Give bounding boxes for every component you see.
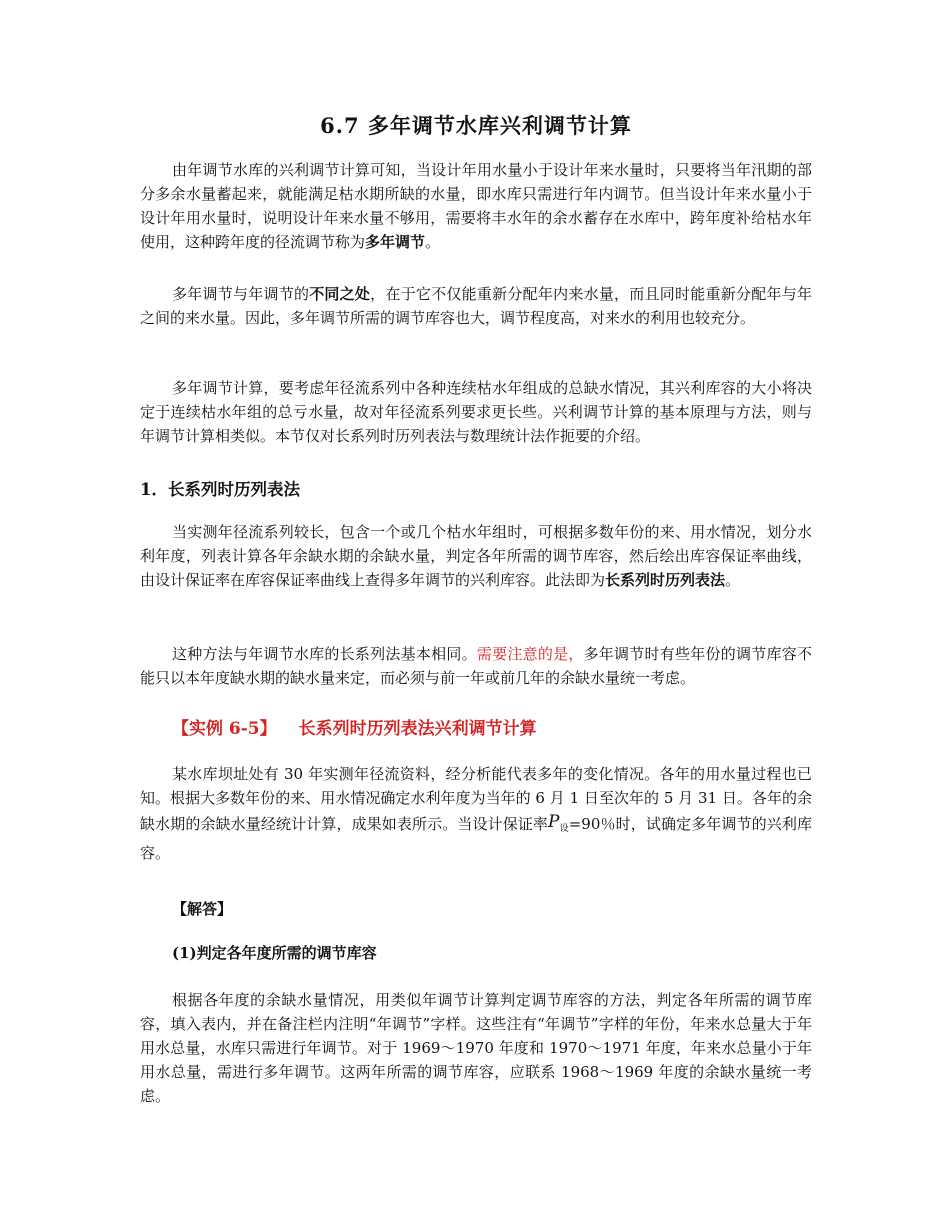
term-long-series-method: 长系列时历列表法 — [605, 571, 726, 589]
solution-step-1: (1)判定各年度所需的调节库容 — [172, 944, 377, 962]
method-paragraph-1: 当实测年径流系列较长，包含一个或几个枯水年组时，可根据多数年份的来、用水情况，划分水利年度，列表计算各年余缺水期的余缺水量，判定各年所需的调节库容，然后绘出库容保证率曲线，由设计保证率在库容保证率曲线上查得多年调节的兴利库容。此法即为长系列时历列表法。 — [140, 523, 812, 589]
term-difference: 不同之处 — [309, 285, 371, 303]
solution-label: 【解答】 — [172, 900, 233, 918]
example-paragraph: 某水库坝址处有 30 年实测年径流资料，经分析能代表多年的变化情况。各年的用水量过程也已知。根据大多数年份的来、用水情况确定水利年度为当年的 6 月 1 日至次年的 5 月 31 日。各年的余缺水期的余缺水量经统计计算，成果如表所示。当设计保证率$P_设=90$％时，试确定多年调节的兴利库容。 — [140, 765, 812, 862]
method-heading: 1．长系列时历列表法 — [140, 480, 300, 499]
note-highlight: 需要注意的是， — [476, 645, 584, 663]
example-label: 【实例 6-5】 — [172, 719, 277, 739]
example-heading — [172, 714, 537, 739]
intro-paragraph-3: 多年调节计算，要考虑年径流系列中各种连续枯水年组成的总缺水情况，其兴利库容的大小将决定于连续枯水年组的总亏水量，故对年径流系列要求更长些。兴利调节计算的基本原理与方法，则与年调节计算相类似。本节仅对长系列时历列表法与数理统计法作扼要的介绍。 — [140, 379, 812, 445]
method-paragraph-2: 这种方法与年调节水库的长系列法基本相同。需要注意的是，多年调节时有些年份的调节库容不能只以本年度缺水期的缺水量来定，而必须与前一年或前几年的余缺水量统一考虑。 — [140, 645, 812, 687]
design-probability-symbol: $P_设$ — [548, 812, 569, 834]
example-title: 长系列时历列表法兴利调节计算 — [298, 719, 537, 739]
intro-text: 由年调节水库的兴利调节计算可知，当设计年用水量小于设计年来水量时，只要将当年汛期的部分多余水量蓄起来，就能满足枯水期所缺的水量，即水库只需进行年内调节。但当设计年来水量小于设计年用水量时，说明设计年来水量不够用，需要将丰水年的余水蓄存在水库中，跨年度补给枯水年使用，这种跨年度的径流调节称为 — [140, 161, 812, 251]
solution-paragraph: 根据各年度的余缺水量情况，用类似年调节计算判定调节库容的方法，判定各年所需的调节库容，填入表内，并在备注栏内注明“年调节”字样。这些注有“年调节”字样的年份，年来水总量大于年用水总量，水库只需进行年调节。对于 1969～1970 年度和 1970～1971 年度，年来水总量小于年用水总量，需进行多年调节。这两年所需的调节库容，应联系 1968～1969 年度的余缺水量统一考虑。 — [140, 991, 812, 1105]
section-title: 6.7 多年调节水库兴利调节计算 — [320, 113, 632, 138]
intro-paragraph-2: 多年调节与年调节的不同之处，在于它不仅能重新分配年内来水量，而且同时能重新分配年与年之间的来水量。因此，多年调节所需的调节库容也大，调节程度高，对来水的利用也较充分。 — [140, 285, 812, 327]
intro-paragraph-1: 由年调节水库的兴利调节计算可知，当设计年用水量小于设计年来水量时，只要将当年汛期的部分多余水量蓄起来，就能满足枯水期所缺的水量，即水库只需进行年内调节。但当设计年来水量小于设计年用水量时，说明设计年来水量不够用，需要将丰水年的余水蓄存在水库中，跨年度补给枯水年使用，这种跨年度的径流调节称为多年调节。 — [140, 161, 812, 251]
term-multiyear-regulation: 多年调节 — [365, 233, 426, 251]
